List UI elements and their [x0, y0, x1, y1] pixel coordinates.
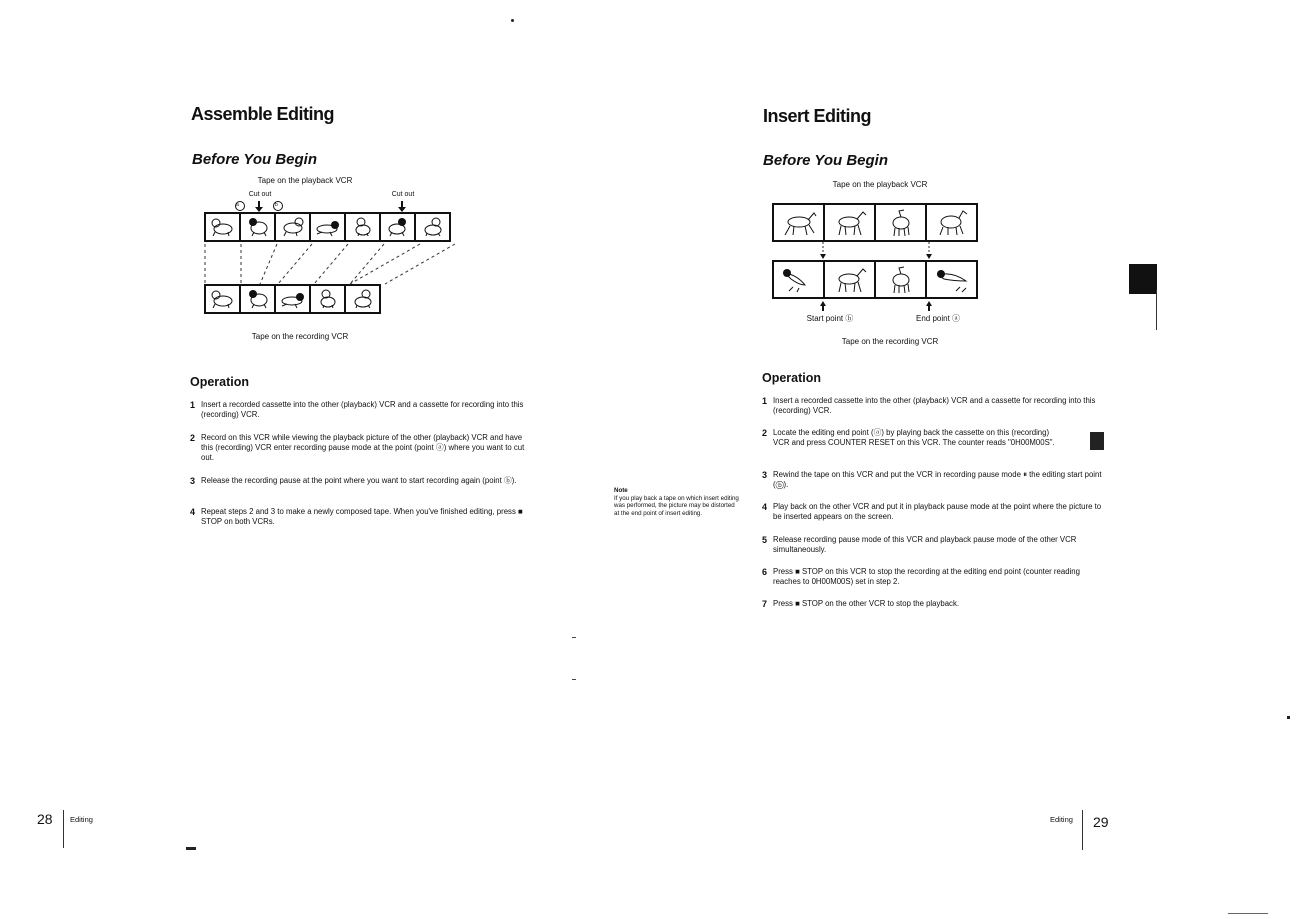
step-text: Release the recording pause at the point where you want to start recording again (point ⓑ). [201, 476, 517, 485]
left-step-4 [190, 507, 535, 527]
dog-picture-icon [279, 288, 307, 310]
step-text: Rewind the tape on this VCR and put the VCR in recording pause mode ⏸ the editing start point (ⓑ). [773, 470, 1102, 489]
note-box [614, 487, 740, 517]
step-text: Release recording pause mode of this VCR and playback pause mode of the other VCR simultaneously. [773, 535, 1077, 554]
dolphin-picture-icon [779, 265, 819, 295]
step-text: Press ■ STOP on the other VCR to stop the playback. [773, 599, 960, 608]
left-page-number: 28 [37, 811, 53, 827]
chapter-tab [1129, 264, 1157, 294]
horse-picture-icon [830, 208, 870, 238]
tape-frame [344, 212, 381, 242]
dog-picture-icon [349, 288, 377, 310]
dog-picture-icon [244, 216, 272, 238]
dog-picture-icon [349, 216, 377, 238]
note-title: Note [614, 487, 628, 494]
start-point-label: Start point ⓑ [806, 314, 854, 323]
thumb-index-mark [1090, 432, 1104, 450]
dog-picture-icon [314, 288, 342, 310]
right-recording-tape-strip [772, 260, 976, 299]
tape-frame [772, 260, 825, 299]
step-number: 3 [190, 476, 196, 486]
step-text: Record on this VCR while viewing the playback picture of the other (playback) VCR and have this (recording) VCR enter recording pause mode at the point (point ⓐ) where you want to cut out. [201, 433, 525, 462]
step-number: 3 [762, 470, 768, 480]
right-step-6 [762, 567, 1107, 587]
scan-speck [572, 637, 576, 638]
tape-frame [239, 284, 276, 314]
right-footer-label: Editing [1050, 815, 1073, 824]
left-recording-tape-strip [204, 284, 379, 314]
horse-picture-icon [881, 265, 921, 295]
step-number: 2 [190, 433, 196, 443]
tape-frame [379, 212, 416, 242]
step-text: Insert a recorded cassette into the other (playback) VCR and a cassette for recording into this (recording) VCR. [773, 396, 1096, 415]
step-number: 2 [762, 428, 768, 438]
tape-frame [344, 284, 381, 314]
right-diagram-bottom-label: Tape on the recording VCR [841, 337, 939, 346]
edit-point-arrows [772, 300, 982, 312]
tape-frame [274, 284, 311, 314]
note-text: If you play back a tape on which insert editing was performed, the picture may be distorted at the end point of insert editing. [614, 494, 739, 517]
dog-picture-icon [244, 288, 272, 310]
left-playback-tape-strip [204, 212, 449, 242]
tape-frame [239, 212, 276, 242]
right-page-subtitle: Before You Begin [763, 152, 889, 169]
dog-picture-icon [384, 216, 412, 238]
left-footer-label: Editing [70, 815, 93, 824]
right-step-1 [762, 396, 1107, 416]
tape-frame [309, 212, 346, 242]
left-step-3 [190, 476, 535, 486]
step-text: Insert a recorded cassette into the other (playback) VCR and a cassette for recording into this (recording) VCR. [201, 400, 524, 419]
horse-picture-icon [932, 208, 972, 238]
right-playback-tape-strip [772, 203, 976, 242]
dolphin-picture-icon [932, 265, 972, 295]
footer-divider [63, 810, 64, 848]
right-step-5 [762, 535, 1107, 555]
cut-out-label-2: Cut out [391, 191, 415, 198]
tape-frame [274, 212, 311, 242]
arrow-down-icon [255, 201, 263, 212]
arrow-up-icon [926, 301, 932, 311]
arrow-up-icon [820, 301, 826, 311]
right-page-title: Insert Editing [763, 106, 872, 126]
left-diagram-bottom-label: Tape on the recording VCR [251, 332, 349, 341]
horse-picture-icon [830, 265, 870, 295]
left-operation-heading: Operation [190, 375, 250, 389]
step-number: 4 [190, 507, 196, 517]
left-page-title: Assemble Editing [191, 104, 335, 124]
tape-frame [874, 260, 927, 299]
scan-speck [572, 679, 576, 680]
dog-picture-icon [419, 216, 447, 238]
tape-frame [823, 203, 876, 242]
marker-b-letter: b [275, 202, 278, 208]
tape-frame [925, 203, 978, 242]
marker-a-letter: a [236, 202, 239, 208]
dog-picture-icon [314, 216, 342, 238]
end-point-label: End point ⓐ [915, 314, 961, 323]
left-page-subtitle: Before You Begin [192, 151, 318, 168]
tape-connector-lines [200, 242, 460, 286]
horse-picture-icon [881, 208, 921, 238]
tape-frame [309, 284, 346, 314]
step-number: 7 [762, 599, 768, 609]
right-step-7 [762, 599, 1107, 609]
right-page-number: 29 [1093, 814, 1109, 830]
right-step-2 [762, 428, 1057, 448]
right-step-4 [762, 502, 1107, 522]
scan-speck [186, 847, 196, 850]
tape-frame [823, 260, 876, 299]
left-step-2 [190, 433, 535, 463]
scan-speck [1287, 716, 1290, 719]
cut-markers [230, 199, 460, 213]
chapter-tab-line [1156, 290, 1157, 330]
step-text: Play back on the other VCR and put it in playback pause mode at the point where the picture to be inserted appears on the screen. [773, 502, 1102, 521]
horse-picture-icon [779, 208, 819, 238]
tape-frame [204, 284, 241, 314]
step-number: 6 [762, 567, 768, 577]
arrow-down-icon [398, 201, 406, 212]
tape-frame [874, 203, 927, 242]
tape-frame [204, 212, 241, 242]
step-text: Locate the editing end point (ⓐ) by playing back the cassette on this (recording) VCR and press COUNTER RESET on this VCR. The counter reads "0H00M00S". [773, 428, 1055, 447]
left-diagram-top-label: Tape on the playback VCR [257, 176, 353, 185]
step-number: 1 [762, 396, 768, 406]
left-step-1 [190, 400, 535, 420]
tape-frame [772, 203, 825, 242]
dog-picture-icon [209, 216, 237, 238]
tape-frame [414, 212, 451, 242]
right-connector-lines [772, 242, 982, 262]
right-diagram-top-label: Tape on the playback VCR [832, 180, 928, 189]
right-step-3 [762, 470, 1107, 490]
step-text: Repeat steps 2 and 3 to make a newly composed tape. When you've finished editing, press ■ STOP on both VCRs. [201, 507, 523, 526]
right-operation-heading: Operation [762, 371, 822, 385]
step-number: 1 [190, 400, 196, 410]
scan-speck [511, 19, 514, 22]
step-number: 5 [762, 535, 768, 545]
scan-speck [1228, 913, 1268, 914]
cut-out-label-1: Cut out [248, 191, 272, 198]
tape-frame [925, 260, 978, 299]
dog-picture-icon [279, 216, 307, 238]
dog-picture-icon [209, 288, 237, 310]
step-text: Press ■ STOP on this VCR to stop the recording at the editing end point (counter reading reaches to 0H00M00S) set in step 2. [773, 567, 1080, 586]
step-number: 4 [762, 502, 768, 512]
footer-divider [1082, 810, 1083, 850]
